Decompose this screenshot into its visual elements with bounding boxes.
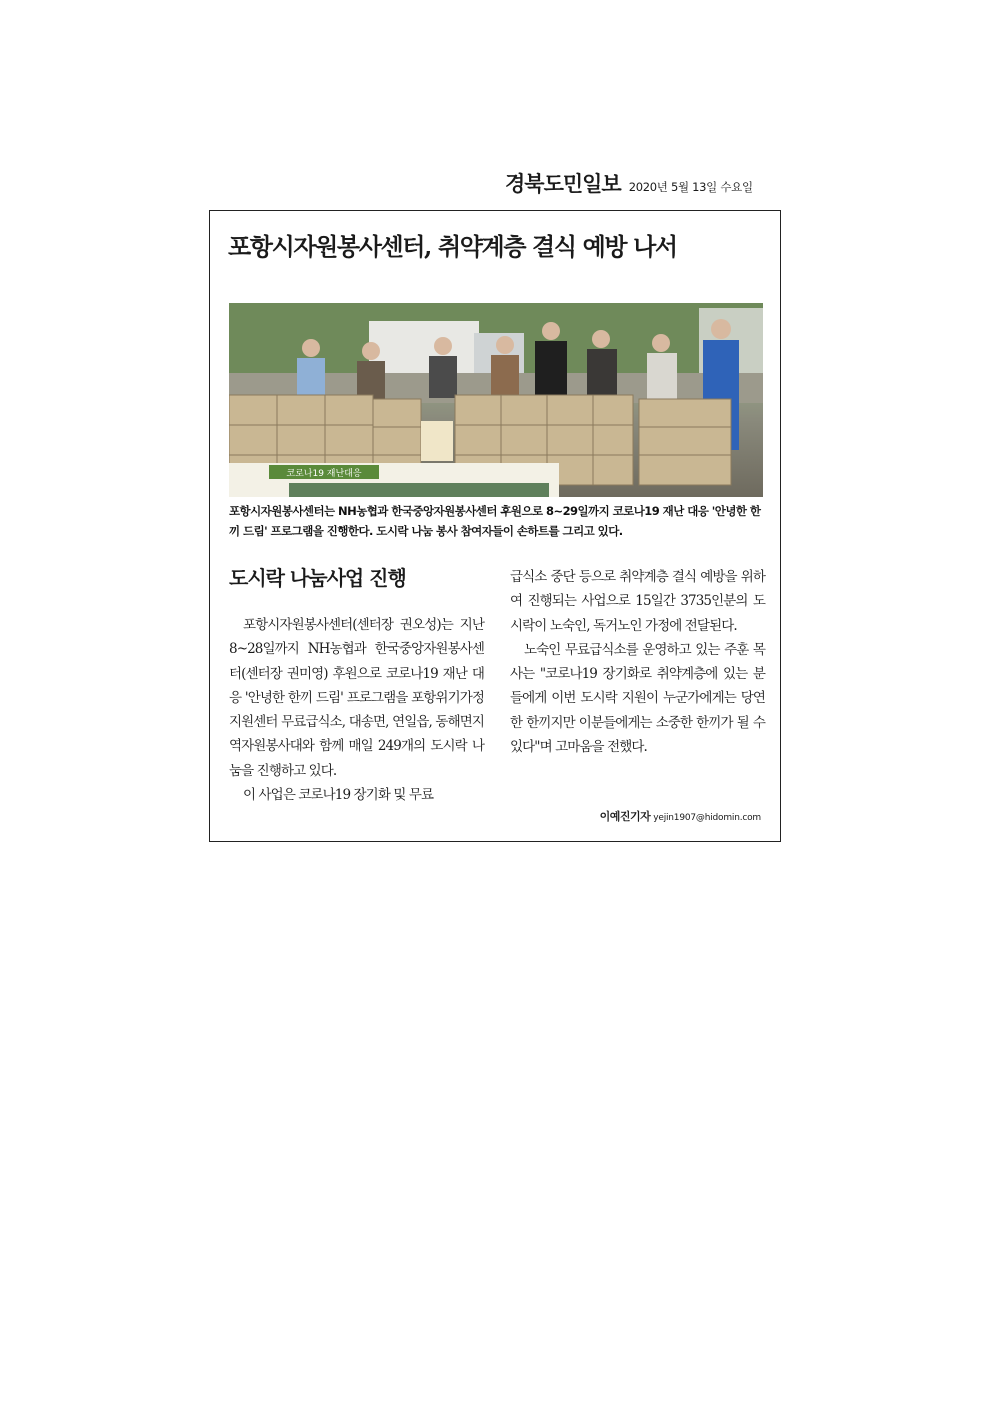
article-subheading: 도시락 나눔사업 진행 xyxy=(229,566,406,590)
article-paragraph: 노숙인 무료급식소를 운영하고 있는 주훈 목사는 "코로나19 장기화로 취약계층에 있는 분들에게 이번 도시락 지원이 누군가에게는 당연한 한끼지만 이분들에게는 소중한 한끼가 될 수 있다"며 고마움을 전했다. xyxy=(510,641,765,756)
article-headline: 포항시자원봉사센터, 취약계층 결식 예방 나서 xyxy=(228,232,677,261)
volunteers-photo-illustration xyxy=(229,303,763,497)
photo-banner-text: 코로나19 재난대응 xyxy=(286,469,362,479)
reporter-name: 이예진기자 xyxy=(599,810,651,823)
article-clipping xyxy=(209,210,781,842)
article-column-right xyxy=(510,565,765,759)
newspaper-name: 경북도민일보 xyxy=(505,171,621,196)
article-photo xyxy=(229,303,763,497)
article-byline xyxy=(600,808,761,824)
photo-caption: 포항시자원봉사센터는 NH농협과 한국중앙자원봉사센터 후원으로 8~29일까지 코로나19 재난 대응 '안녕한 한끼 드림' 프로그램을 진행한다. 도시락 나눔 봉사 참여자들이 손하트를 그리고 있다. xyxy=(229,504,761,538)
reporter-email: yejin1907@hidomin.com xyxy=(653,813,761,823)
article-column-left xyxy=(229,613,484,807)
newspaper-masthead xyxy=(505,168,785,198)
article-paragraph: 이 사업은 코로나19 장기화 및 무료 xyxy=(243,787,434,804)
publication-date: 2020년 5월 13일 수요일 xyxy=(628,180,753,194)
article-paragraph: 급식소 중단 등으로 취약계층 결식 예방을 위하여 진행되는 사업으로 15일간 3735인분의 도시락이 노숙인, 독거노인 가정에 전달된다. xyxy=(510,569,765,634)
article-paragraph: 포항시자원봉사센터(센터장 권오성)는 지난 8~28일까지 NH농협과 한국중앙자원봉사센터(센터장 권미영) 후원으로 코로나19 재난 대응 '안녕한 한끼 드림' 프로그램을 포항위기가정지원센터 무료급식소, 대송면, 연일읍, 동해면지역자원봉사대와 함께 매일 249개의 도시락 나눔을 진행하고 있다. xyxy=(229,617,484,779)
